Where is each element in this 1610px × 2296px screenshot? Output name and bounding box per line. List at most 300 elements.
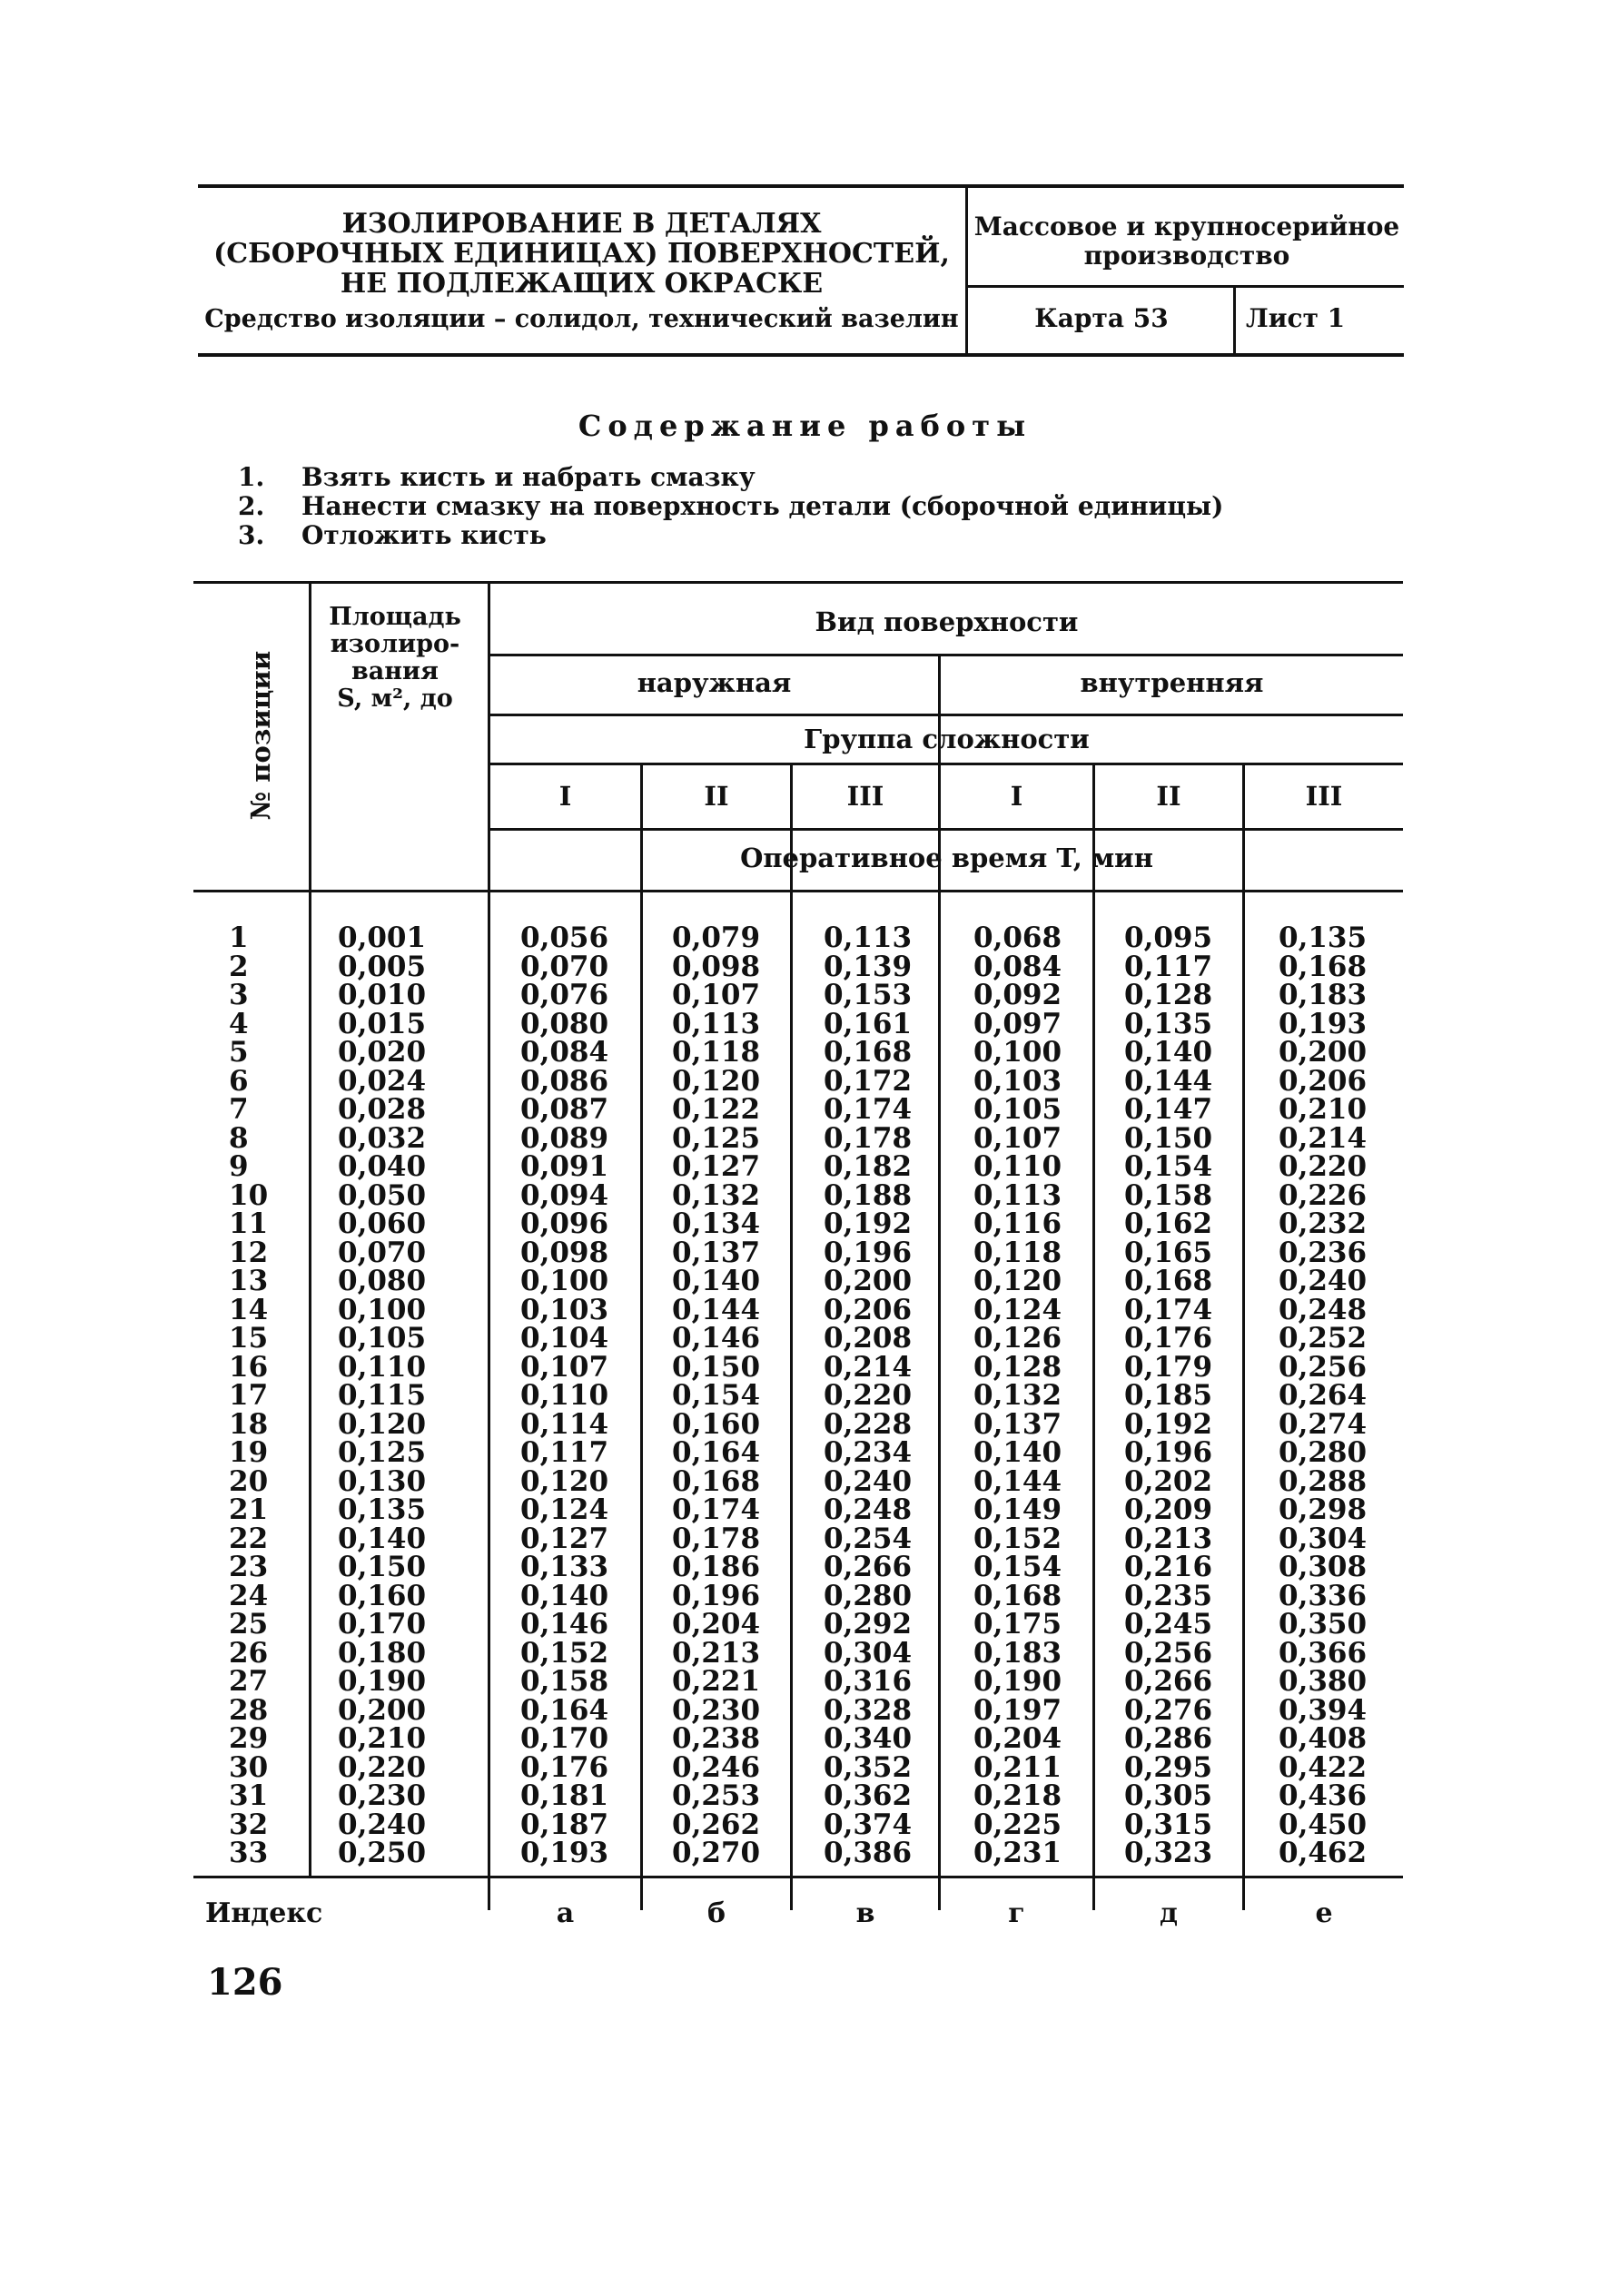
area-header-line: вания [351,657,439,685]
table-cell: 0,230 [672,1693,761,1727]
position-column [229,921,291,1869]
table-cell: 0,168 [672,1464,761,1498]
table-cell: 0,140 [338,1522,427,1555]
operative-time-header: Оперативное время T, мин [740,843,1153,873]
table-cell: 14 [229,1293,269,1326]
table-cell: 0,256 [1279,1350,1368,1384]
table-cell: 0,164 [672,1436,761,1469]
table-cell: 0,248 [824,1493,913,1526]
outer-inner-rule [489,714,1403,716]
table-cell: 0,262 [672,1808,761,1841]
table-cell: 0,280 [1279,1436,1368,1469]
group-rule [489,763,1403,765]
table-cell: 0,050 [338,1178,427,1212]
table-cell: 0,079 [672,921,761,954]
table-cell: 0,394 [1279,1693,1368,1727]
table-bottom-rule [193,1876,1403,1878]
complexity-group-header: Группа сложности [804,724,1090,754]
table-cell: 5 [229,1036,249,1069]
table-cell: 21 [229,1493,269,1526]
table-cell: 0,144 [973,1464,1062,1498]
table-cell: 0,179 [1124,1350,1213,1384]
table-cell: 0,120 [338,1407,427,1441]
table-cell: 0,197 [973,1693,1062,1727]
table-cell: 0,168 [1124,1265,1213,1297]
table-cell: 0,240 [824,1464,913,1498]
table-cell: 0,216 [1124,1551,1213,1583]
table-cell: 3 [229,979,249,1011]
table-cell: 0,128 [973,1350,1062,1384]
index-letter: б [706,1897,726,1929]
table-cell: 0,172 [824,1064,913,1098]
table-cell: 0,240 [338,1808,427,1841]
table-cell: 0,094 [520,1178,609,1212]
table-cell: 0,091 [520,1150,609,1183]
table-cell: 0,190 [338,1665,427,1698]
table-cell: 0,218 [973,1779,1062,1812]
table-cell: 0,366 [1279,1636,1368,1670]
table-cell: 0,180 [338,1636,427,1670]
table-cell: 0,436 [1279,1779,1368,1812]
table-cell: 0,125 [338,1436,427,1469]
table-cell: 1 [229,921,249,954]
index-letter: а [556,1897,575,1929]
table-cell: 0,127 [520,1522,609,1555]
table-cell: 0,352 [824,1750,913,1784]
work-step [238,463,1223,492]
table-cell: 0,450 [1279,1808,1368,1841]
table-cell: 0,080 [520,1007,609,1040]
table-cell: 0,140 [973,1436,1062,1469]
table-cell: 0,124 [520,1493,609,1526]
time-column-a [520,921,629,1869]
table-cell: 22 [229,1522,269,1555]
table-cell: 0,236 [1279,1236,1368,1269]
table-cell: 0,107 [672,979,761,1011]
table-cell: 0,135 [1124,1007,1213,1040]
header-divider [965,186,968,355]
table-cell: 25 [229,1608,269,1641]
table-cell: 4 [229,1007,249,1040]
table-cell: 0,254 [824,1522,913,1555]
table-cell: 0,149 [973,1493,1062,1526]
table-cell: 19 [229,1436,269,1469]
table-cell: 31 [229,1779,269,1812]
area-header-line: Площадь [329,603,461,631]
time-column-e [1279,921,1388,1869]
table-cell: 0,196 [1124,1436,1213,1469]
table-cell: 0,305 [1124,1779,1213,1812]
table-cell: 9 [229,1150,249,1183]
table-cell: 0,183 [973,1636,1062,1670]
table-cell: 0,113 [973,1178,1062,1212]
step-number: 2. [238,491,265,521]
table-cell: 0,137 [672,1236,761,1269]
position-header-text: № позиции [245,650,276,821]
table-cell: 0,232 [1279,1207,1368,1240]
table-cell: 0,128 [1124,979,1213,1011]
table-cell: 0,211 [973,1750,1062,1784]
production-line-2: производство [1083,241,1290,271]
table-cell: 0,015 [338,1007,427,1040]
title-line-2: (СБОРОЧНЫХ ЕДИНИЦАХ) ПОВЕРХНОСТЕЙ, [213,238,950,270]
table-cell: 28 [229,1693,269,1727]
table-cell: 0,107 [973,1121,1062,1155]
table-cell: 0,130 [338,1464,427,1498]
table-cell: 0,182 [824,1150,913,1183]
inner-surface-header: внутренняя [1080,667,1264,698]
document-subtitle: Средство изоляции – солидол, технический вазелин [204,305,959,333]
table-cell: 0,336 [1279,1579,1368,1612]
table-cell: 0,175 [973,1608,1062,1641]
table-cell: 0,183 [1279,979,1368,1011]
table-cell: 0,408 [1279,1722,1368,1755]
table-cell: 0,070 [520,950,609,983]
time-column-g [973,921,1082,1869]
area-header [313,604,477,713]
table-cell: 0,264 [1279,1379,1368,1412]
index-letter: е [1315,1897,1333,1929]
table-cell: 0,288 [1279,1464,1368,1498]
table-cell: 0,117 [520,1436,609,1469]
work-content-title: Содержание работы [578,409,1032,443]
table-cell: 0,154 [1124,1150,1213,1183]
table-cell: 0,266 [824,1551,913,1583]
table-cell: 0,200 [338,1693,427,1727]
table-cell: 0,193 [520,1837,609,1869]
group-numeral: II [1156,781,1181,812]
table-cell: 29 [229,1722,269,1755]
table-cell: 0,154 [672,1379,761,1412]
table-cell: 0,134 [672,1207,761,1240]
table-cell: 0,096 [520,1207,609,1240]
table-cell: 0,286 [1124,1722,1213,1755]
table-cell: 0,298 [1279,1493,1368,1526]
step-number: 1. [238,462,265,492]
table-cell: 0,380 [1279,1665,1368,1698]
table-cell: 0,146 [520,1608,609,1641]
group-numeral: III [1305,781,1343,812]
document-title [198,209,965,299]
table-cell: 0,192 [824,1207,913,1240]
table-cell: 0,266 [1124,1665,1213,1698]
table-cell: 0,374 [824,1808,913,1841]
table-cell: 0,110 [338,1350,427,1384]
table-cell: 0,120 [973,1265,1062,1297]
table-cell: 0,100 [338,1293,427,1326]
table-cell: 0,252 [1279,1322,1368,1355]
header-bottom-rule [198,353,1404,357]
table-cell: 0,032 [338,1121,427,1155]
table-cell: 0,076 [520,979,609,1011]
table-cell: 0,158 [520,1665,609,1698]
table-cell: 12 [229,1236,269,1269]
table-cell: 15 [229,1322,269,1355]
table-cell: 0,162 [1124,1207,1213,1240]
table-cell: 0,248 [1279,1293,1368,1326]
table-cell: 0,122 [672,1093,761,1126]
table-cell: 0,276 [1124,1693,1213,1727]
table-cell: 0,292 [824,1608,913,1641]
table-top-rule [193,581,1403,584]
table-cell: 0,060 [338,1207,427,1240]
group-numeral: I [558,781,572,812]
table-cell: 0,056 [520,921,609,954]
table-cell: 0,133 [520,1551,609,1583]
table-cell: 0,210 [1279,1093,1368,1126]
index-letter: д [1160,1897,1178,1929]
table-cell: 0,158 [1124,1178,1213,1212]
header-card-divider [1233,287,1236,355]
surface-header: Вид поверхности [815,606,1079,637]
table-cell: 0,040 [338,1150,427,1183]
table-cell: 0,234 [824,1436,913,1469]
table-cell: 0,274 [1279,1407,1368,1441]
table-cell: 13 [229,1265,269,1297]
table-cell: 0,220 [1279,1150,1368,1183]
table-cell: 0,202 [1124,1464,1213,1498]
table-cell: 33 [229,1837,269,1869]
table-cell: 0,107 [520,1350,609,1384]
table-cell: 0,190 [973,1665,1062,1698]
table-cell: 0,250 [338,1837,427,1869]
position-header [229,581,292,890]
table-cell: 0,386 [824,1837,913,1869]
table-cell: 0,132 [973,1379,1062,1412]
table-cell: 26 [229,1636,269,1670]
table-cell: 0,228 [824,1407,913,1441]
table-cell: 0,280 [824,1579,913,1612]
table-cell: 0,116 [973,1207,1062,1240]
table-cell: 7 [229,1093,249,1126]
table-cell: 0,225 [973,1808,1062,1841]
table-cell: 0,422 [1279,1750,1368,1784]
table-cell: 20 [229,1464,269,1498]
table-cell: 0,132 [672,1178,761,1212]
table-cell: 11 [229,1207,269,1240]
table-cell: 0,176 [520,1750,609,1784]
table-cell: 0,070 [338,1236,427,1269]
table-cell: 0,104 [520,1322,609,1355]
table-cell: 10 [229,1178,269,1212]
table-cell: 0,213 [672,1636,761,1670]
table-cell: 0,210 [338,1722,427,1755]
table-cell: 0,092 [973,979,1062,1011]
table-cell: 23 [229,1551,269,1583]
table-cell: 30 [229,1750,269,1784]
table-cell: 0,028 [338,1093,427,1126]
table-cell: 0,206 [824,1293,913,1326]
table-cell: 0,200 [1279,1036,1368,1069]
col-divider-g-d [1092,764,1095,1910]
table-cell: 0,245 [1124,1608,1213,1641]
step-text: Взять кисть и набрать смазку [301,462,756,492]
table-cell: 0,160 [338,1579,427,1612]
table-cell: 0,304 [1279,1522,1368,1555]
table-cell: 0,087 [520,1093,609,1126]
table-cell: 0,230 [338,1779,427,1812]
header-right-rule [967,285,1404,288]
group-numeral: III [846,781,884,812]
table-cell: 0,181 [520,1779,609,1812]
table-cell: 0,176 [1124,1322,1213,1355]
work-steps [238,463,1223,550]
group-numeral: I [1010,781,1023,812]
table-cell: 0,220 [338,1750,427,1784]
table-cell: 0,206 [1279,1064,1368,1098]
table-cell: 0,174 [672,1493,761,1526]
table-cell: 0,146 [672,1322,761,1355]
table-cell: 0,080 [338,1265,427,1297]
group-numeral: II [704,781,729,812]
card-number: Карта 53 [1034,303,1169,333]
table-cell: 0,110 [520,1379,609,1412]
table-cell: 0,240 [1279,1265,1368,1297]
table-cell: 0,150 [672,1350,761,1384]
table-cell: 0,168 [973,1579,1062,1612]
table-cell: 0,147 [1124,1093,1213,1126]
table-cell: 32 [229,1808,269,1841]
header-body-rule [193,890,1403,892]
table-cell: 0,097 [973,1007,1062,1040]
table-cell: 0,168 [824,1036,913,1069]
table-cell: 6 [229,1064,249,1098]
table-cell: 0,362 [824,1779,913,1812]
title-line-3: НЕ ПОДЛЕЖАЩИХ ОКРАСКЕ [340,268,824,300]
table-cell: 0,115 [338,1379,427,1412]
col-divider-b-v [790,764,793,1910]
table-cell: 0,005 [338,950,427,983]
table-cell: 0,154 [973,1551,1062,1583]
roman-rule [489,828,1403,831]
table-cell: 0,084 [520,1036,609,1069]
table-cell: 0,308 [1279,1551,1368,1583]
table-cell: 0,118 [672,1036,761,1069]
table-cell: 0,084 [973,950,1062,983]
table-cell: 0,140 [1124,1036,1213,1069]
table-cell: 0,214 [1279,1121,1368,1155]
table-cell: 27 [229,1665,269,1698]
index-letter: в [855,1897,875,1929]
table-cell: 0,304 [824,1636,913,1670]
work-step [238,492,1223,521]
work-step [238,521,1223,550]
table-cell: 0,238 [672,1722,761,1755]
table-cell: 0,126 [973,1322,1062,1355]
table-cell: 0,192 [1124,1407,1213,1441]
table-cell: 0,165 [1124,1236,1213,1269]
table-cell: 0,256 [1124,1636,1213,1670]
table-cell: 0,127 [672,1150,761,1183]
time-column-b [672,921,781,1869]
table-cell: 0,178 [672,1522,761,1555]
table-cell: 0,105 [973,1093,1062,1126]
col-divider-a-b [640,764,643,1910]
table-cell: 0,186 [672,1551,761,1583]
table-cell: 0,135 [1279,921,1368,954]
table-cell: 0,187 [520,1808,609,1841]
table-cell: 0,208 [824,1322,913,1355]
table-cell: 0,068 [973,921,1062,954]
table-cell: 2 [229,950,249,983]
table-cell: 0,204 [672,1608,761,1641]
page-number: 126 [207,1961,283,2004]
table-cell: 0,315 [1124,1808,1213,1841]
table-cell: 0,118 [973,1236,1062,1269]
table-cell: 0,235 [1124,1579,1213,1612]
table-cell: 0,295 [1124,1750,1213,1784]
table-cell: 0,113 [672,1007,761,1040]
table-cell: 16 [229,1350,269,1384]
table-cell: 0,144 [1124,1064,1213,1098]
table-cell: 0,150 [338,1551,427,1583]
time-column-v [824,921,933,1869]
table-cell: 0,316 [824,1665,913,1698]
table-cell: 0,188 [824,1178,913,1212]
table-cell: 0,100 [520,1265,609,1297]
table-cell: 0,231 [973,1837,1062,1869]
table-cell: 0,246 [672,1750,761,1784]
title-line-1: ИЗОЛИРОВАНИЕ В ДЕТАЛЯХ [341,208,822,240]
step-text: Нанести смазку на поверхность детали (сборочной единицы) [301,491,1224,521]
table-cell: 0,340 [824,1722,913,1755]
table-cell: 0,170 [520,1722,609,1755]
col-divider-pos [309,583,311,1877]
step-text: Отложить кисть [301,520,547,550]
table-cell: 24 [229,1579,269,1612]
table-cell: 0,110 [973,1150,1062,1183]
table-cell: 0,174 [1124,1293,1213,1326]
time-column-d [1124,921,1233,1869]
index-letter: г [1008,1897,1025,1929]
table-cell: 0,168 [1279,950,1368,983]
table-cell: 0,020 [338,1036,427,1069]
table-cell: 0,196 [672,1579,761,1612]
step-number: 3. [238,520,265,550]
table-cell: 0,350 [1279,1608,1368,1641]
table-cell: 0,209 [1124,1493,1213,1526]
table-cell: 0,098 [520,1236,609,1269]
table-cell: 0,204 [973,1722,1062,1755]
surface-rule [489,654,1403,656]
table-cell: 0,174 [824,1093,913,1126]
table-cell: 0,150 [1124,1121,1213,1155]
table-cell: 0,117 [1124,950,1213,983]
table-cell: 0,103 [973,1064,1062,1098]
table-cell: 0,140 [520,1579,609,1612]
table-cell: 0,114 [520,1407,609,1441]
table-cell: 0,170 [338,1608,427,1641]
table-cell: 0,140 [672,1265,761,1297]
table-cell: 18 [229,1407,269,1441]
table-cell: 0,220 [824,1379,913,1412]
table-cell: 0,200 [824,1265,913,1297]
table-cell: 0,221 [672,1665,761,1698]
table-cell: 0,213 [1124,1522,1213,1555]
table-cell: 0,328 [824,1693,913,1727]
table-cell: 0,105 [338,1322,427,1355]
production-type [970,212,1404,271]
table-cell: 0,226 [1279,1178,1368,1212]
table-cell: 0,164 [520,1693,609,1727]
header-top-rule [198,184,1404,188]
table-cell: 0,152 [973,1522,1062,1555]
table-cell: 0,095 [1124,921,1213,954]
index-label: Индекс [205,1897,323,1929]
table-cell: 0,113 [824,921,913,954]
table-cell: 0,103 [520,1293,609,1326]
table-cell: 0,098 [672,950,761,983]
